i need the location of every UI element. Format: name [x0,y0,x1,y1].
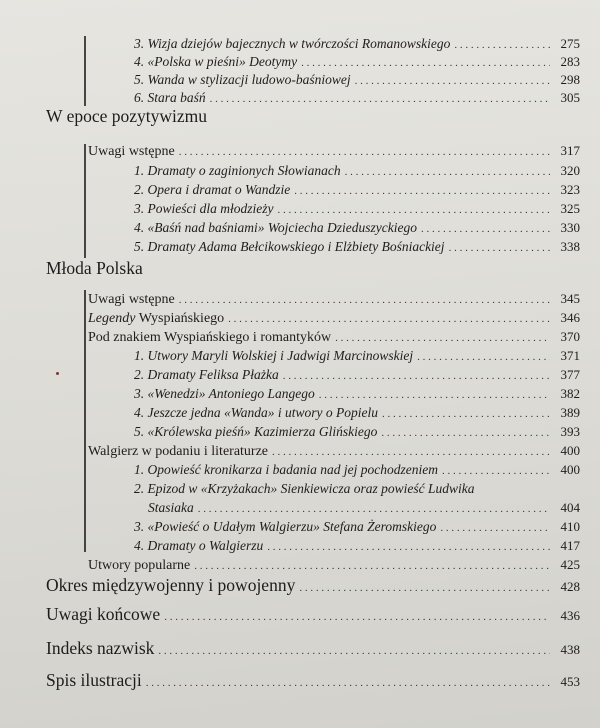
toc-entry: 1. Utwory Maryli Wolskiej i Jadwigi Marcinowskiej . . . 371 [134,345,580,367]
page-number: 320 [560,163,580,178]
page-number: 283 [560,54,580,69]
toc-entry: 1. Dramaty o zaginionych Słowianach . . . 320 [134,160,580,182]
page-number: 410 [560,519,580,534]
vertical-rule [84,290,86,552]
toc-entry: Walgierz w podaniu i literaturze . . . 400 [88,440,580,462]
toc-entry: 3. Powieści dla młodzieży . . . 325 [134,198,580,220]
page-number: 400 [560,443,580,458]
toc-entry: Uwagi wstępne . . . 317 [88,140,580,162]
page-number: 438 [560,642,580,657]
page-number: 417 [560,538,580,553]
section-heading: Młoda Polska [46,258,143,278]
page-number: 389 [560,405,580,420]
toc-entry: 6. Stara baśń . . . 305 [134,87,580,109]
page-number: 330 [560,220,580,235]
page-number: 425 [560,557,580,572]
page-number: 325 [560,201,580,216]
toc-entry: 5. Dramaty Adama Bełcikowskiego i Elżbiety Bośniackiej . . . 338 [134,236,580,258]
toc-entry: 4. «Baśń nad baśniami» Wojciecha Dzieduszyckiego . . . 330 [134,217,580,239]
page-number: 371 [560,348,580,363]
toc-entry: 3. «Wenedzi» Antoniego Langego . . . 382 [134,383,580,405]
toc-entry: 1. Opowieść kronikarza i badania nad jej pochodzeniem . . . 400 [134,459,580,481]
page-number: 345 [560,291,580,306]
vertical-rule [84,144,86,258]
page-number: 305 [560,90,580,105]
toc-entry: 4. Jeszcze jedna «Wanda» i utwory o Popielu . . . 389 [134,402,580,424]
page-number: 436 [560,608,580,623]
page-number: 453 [560,674,580,689]
toc-entry: 4. Dramaty o Walgierzu . . . 417 [134,535,580,557]
vertical-rule [84,36,86,106]
page-number: 377 [560,367,580,382]
page-number: 298 [560,72,580,87]
part-entry: Okres międzywojenny i powojenny . . . 428 [46,572,580,598]
toc-entry: Uwagi wstępne . . . 345 [88,288,580,310]
page-number: 317 [560,143,580,158]
toc-entry: 5. «Królewska pieśń» Kazimierza Glińskiego . . . 393 [134,421,580,443]
toc-entry-continuation: Stasiaka . . . 404 [148,497,580,519]
part-entry: Indeks nazwisk . . . 438 [46,635,580,661]
page-number: 275 [560,36,580,51]
page-number: 323 [560,182,580,197]
part-entry: Spis ilustracji . . . 453 [46,667,580,693]
paper-speck [56,372,59,375]
page-number: 346 [560,310,580,325]
toc-entry: 5. Wanda w stylizacji ludowo-baśniowej . . . 298 [134,69,580,91]
toc-entry: 3. Wizja dziejów bajecznych w twórczości Romanowskiego . . . 275 [134,33,580,55]
toc-entry: 4. «Polska w pieśni» Deotymy . . . 283 [134,51,580,73]
toc-entry: 3. «Powieść o Udałym Walgierzu» Stefana Żeromskiego . . . 410 [134,516,580,538]
toc-entry: 2. Dramaty Feliksa Płażka . . . 377 [134,364,580,386]
toc-entry: Pod znakiem Wyspiańskiego i romantyków . . . 370 [88,326,580,348]
toc-entry: Utwory popularne . . . 425 [88,554,580,576]
section-heading: W epoce pozytywizmu [46,106,208,126]
page-number: 400 [560,462,580,477]
toc-entry: 2. Epizod w «Krzyżakach» Sienkiewicza oraz powieść Ludwika [134,481,475,496]
page-number: 338 [560,239,580,254]
page-number: 370 [560,329,580,344]
part-entry: Uwagi końcowe . . . 436 [46,601,580,627]
toc-entry: 2. Opera i dramat o Wandzie . . . 323 [134,179,580,201]
page-number: 393 [560,424,580,439]
page-number: 382 [560,386,580,401]
page-number: 404 [560,500,580,515]
page-number: 428 [560,579,580,594]
toc-entry: Legendy Wyspiańskiego . . . 346 [88,307,580,329]
